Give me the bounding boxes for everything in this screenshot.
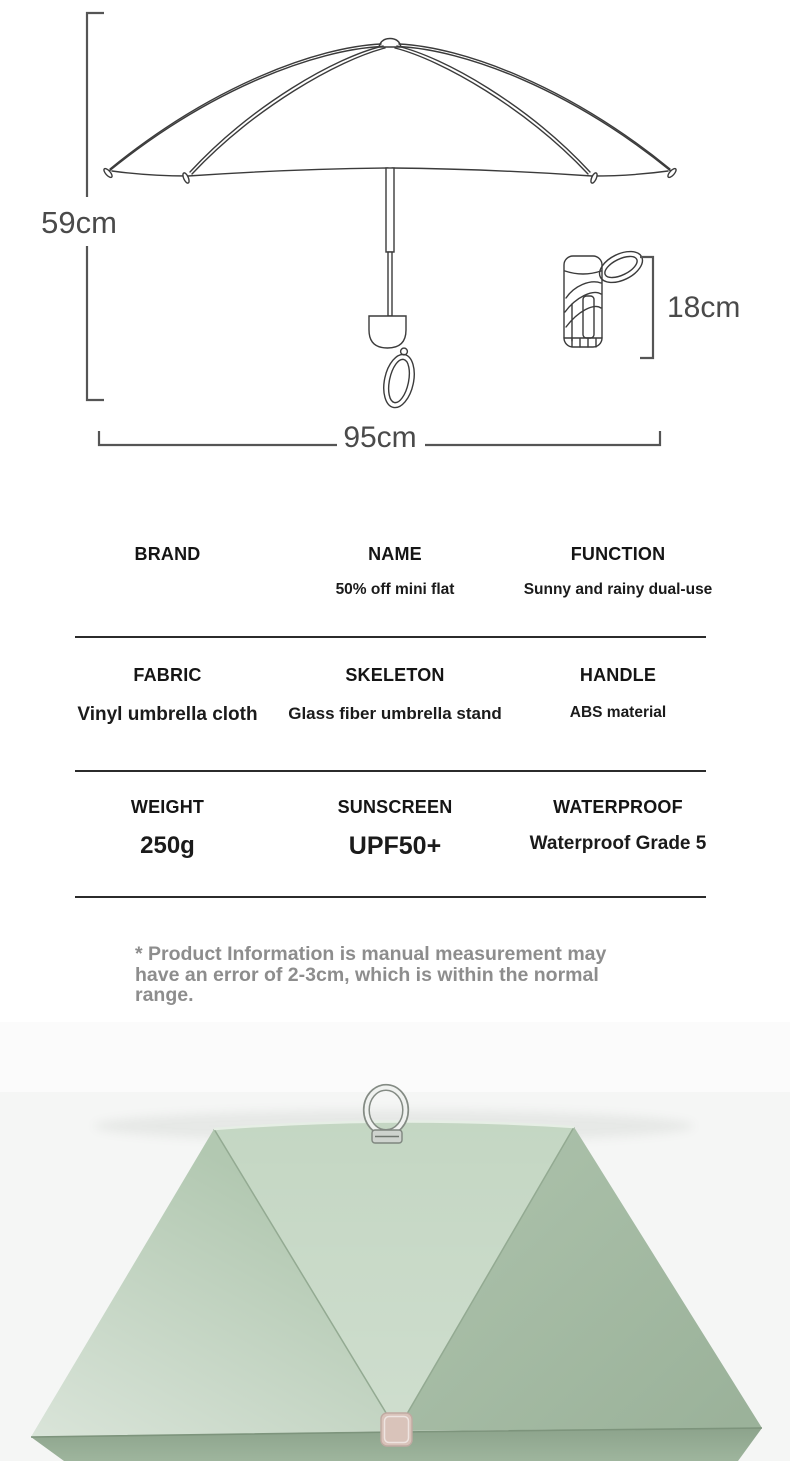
spec-value: ABS material xyxy=(569,704,667,721)
spec-cell-function xyxy=(523,542,713,600)
measurement-disclaimer xyxy=(135,944,680,1006)
spec-cell-handle xyxy=(530,663,706,727)
photo-background-highlight xyxy=(0,1022,790,1092)
spec-table-row xyxy=(75,542,713,600)
spec-cell-waterproof xyxy=(530,795,706,860)
bottom-square-clip xyxy=(381,1413,412,1446)
disclaimer-line: have an error of 2-3cm, which is within the normal xyxy=(135,963,599,986)
folded-umbrella-drawing xyxy=(564,245,647,347)
folded-height-dimension-label: 18cm xyxy=(667,291,741,324)
spec-cell-brand xyxy=(75,542,260,600)
umbrella-rib-tip xyxy=(182,172,191,184)
table-divider xyxy=(75,770,706,772)
spec-table-row xyxy=(75,663,706,727)
umbrella-dimension-diagram xyxy=(0,0,790,500)
spec-label: HANDLE xyxy=(579,665,657,685)
spec-value: Vinyl umbrella cloth xyxy=(77,704,258,725)
spec-label: BRAND xyxy=(134,544,201,564)
spec-label: SKELETON xyxy=(345,665,445,685)
umbrella-rib xyxy=(399,44,670,169)
umbrella-rib-tip xyxy=(590,172,599,184)
spec-cell-sunscreen xyxy=(260,795,530,860)
dimension-brackets xyxy=(87,13,660,445)
spec-cell-skeleton xyxy=(260,663,530,727)
open-umbrella-drawing xyxy=(103,39,678,411)
umbrella-rib xyxy=(110,44,381,169)
spec-cell-fabric xyxy=(75,663,260,727)
height-dimension-label: 59cm xyxy=(41,205,117,240)
folded-wrist-strap xyxy=(602,252,640,282)
spec-label: NAME xyxy=(368,544,422,564)
spec-value: 250g xyxy=(140,832,195,859)
spec-table-row xyxy=(75,795,706,860)
spec-label: FUNCTION xyxy=(570,544,666,564)
spec-value: Sunny and rainy dual-use xyxy=(523,581,713,598)
spec-label: WATERPROOF xyxy=(553,797,683,817)
umbrella-shaft-upper xyxy=(386,168,394,252)
spec-value: Glass fiber umbrella stand xyxy=(288,704,502,723)
width-dimension-label: 95cm xyxy=(343,421,417,454)
umbrella-handle xyxy=(369,316,406,348)
spec-cell-name xyxy=(260,542,530,600)
spec-value: Waterproof Grade 5 xyxy=(529,833,707,854)
spec-cell-weight xyxy=(75,795,260,860)
spec-label: WEIGHT xyxy=(130,797,205,817)
spec-value: 50% off mini flat xyxy=(335,581,455,598)
spec-label: SUNSCREEN xyxy=(337,797,453,817)
product-photo-folded-umbrella xyxy=(0,1022,790,1461)
folded-height-bracket xyxy=(640,257,653,358)
table-divider xyxy=(75,636,706,638)
disclaimer-line: range. xyxy=(135,984,194,1006)
spec-label: FABRIC xyxy=(133,665,202,685)
table-divider xyxy=(75,896,706,898)
disclaimer-line: * Product Information is manual measurement may xyxy=(135,943,607,965)
umbrella-shaft-lower xyxy=(388,252,392,316)
spec-value: UPF50+ xyxy=(348,832,442,860)
